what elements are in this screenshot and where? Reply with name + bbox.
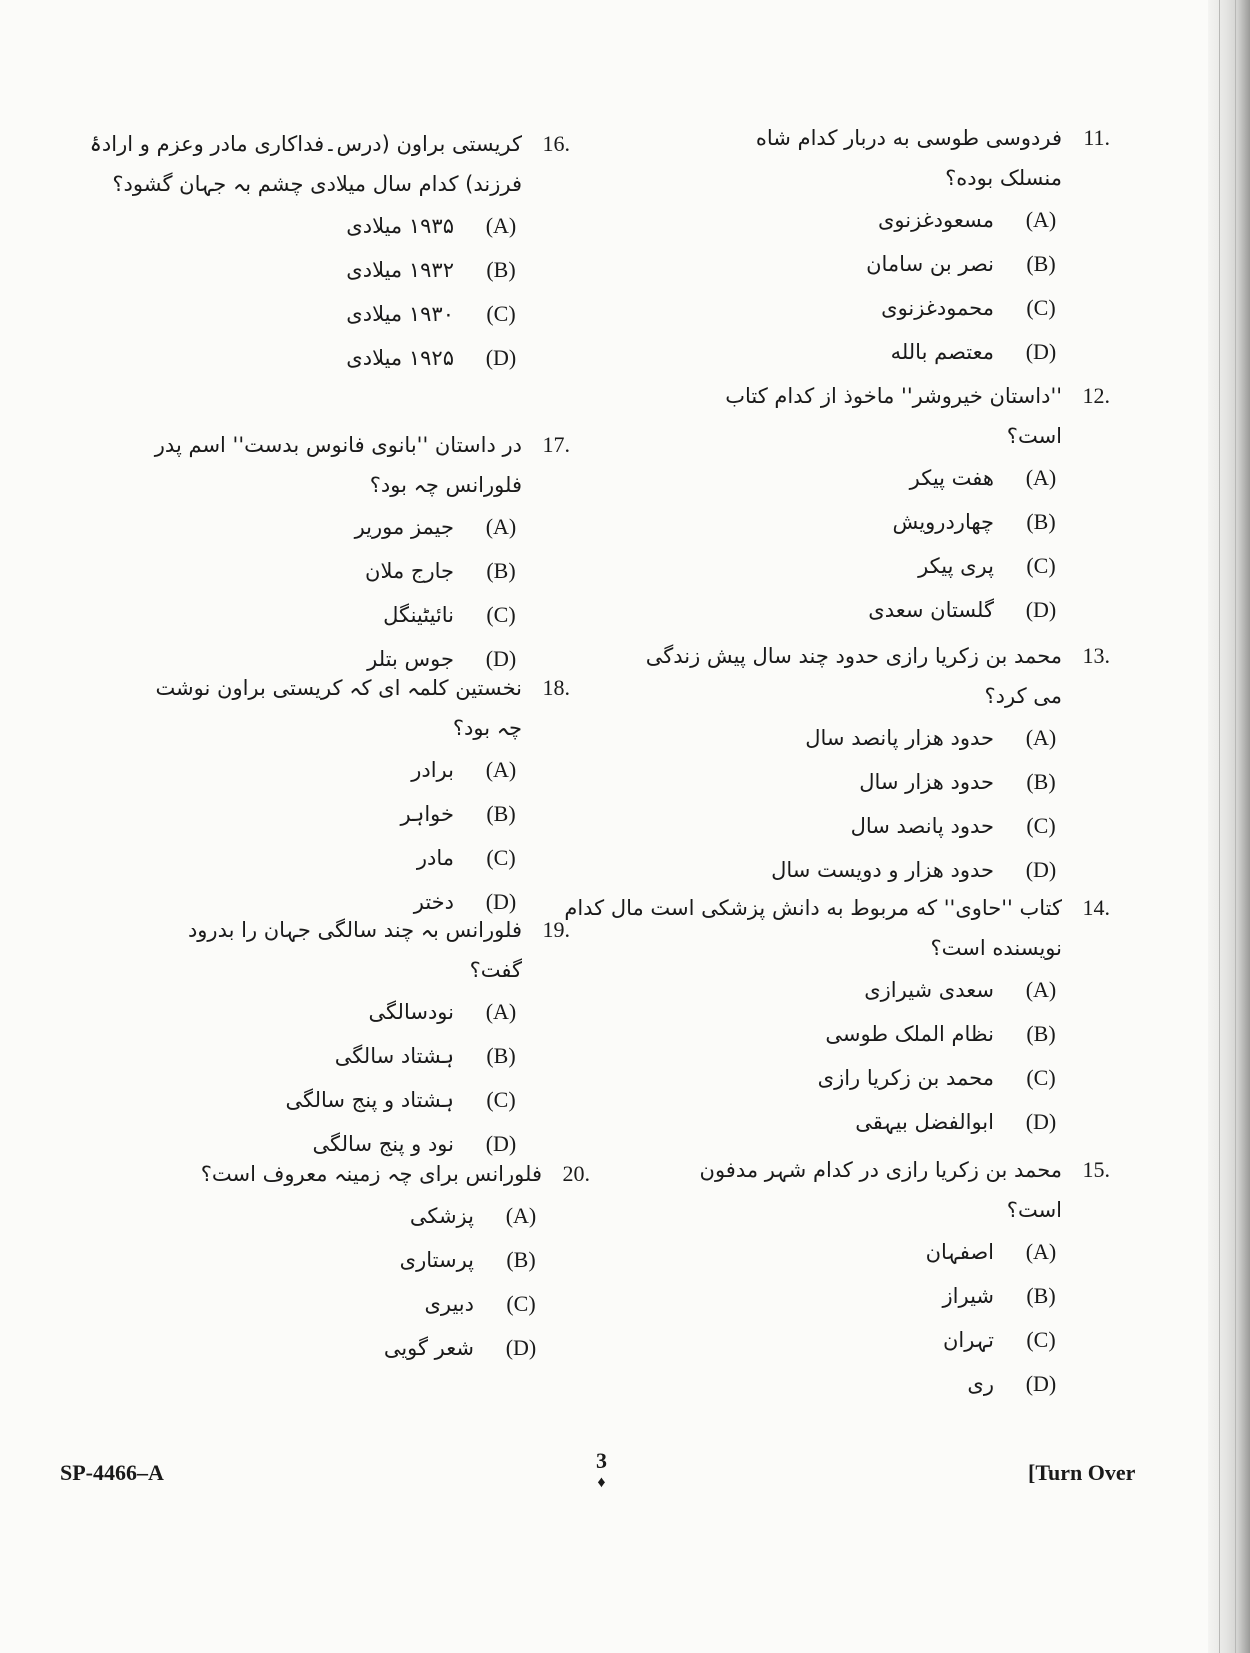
option-text: حدود هزار پانصد سال <box>805 726 994 750</box>
option-text: محمودغزنوی <box>881 296 994 320</box>
option-text: پرستاری <box>399 1248 474 1272</box>
option-a[interactable] <box>150 990 520 1034</box>
option-b[interactable] <box>550 1012 1060 1056</box>
option-text: ۱۹۳۲ میلادی <box>346 258 454 282</box>
option-text: ۱۹۲۵ میلادی <box>346 346 454 370</box>
option-text: حدود هزار و دویست سال <box>771 858 994 882</box>
options-list <box>690 198 1060 374</box>
option-letter: (A) <box>485 999 517 1024</box>
option-d[interactable] <box>690 1362 1060 1406</box>
option-c[interactable] <box>690 1318 1060 1362</box>
option-letter: (A) <box>1025 207 1057 232</box>
option-letter: (D) <box>505 1335 537 1360</box>
option-text: پزشکی <box>409 1204 474 1228</box>
diamond-icon: ♦ <box>597 1474 606 1491</box>
question-17 <box>110 425 570 681</box>
option-text: جارج ملان <box>365 559 454 583</box>
option-text: مسعودغزنوی <box>877 208 994 232</box>
option-letter: (B) <box>486 558 516 583</box>
option-letter: (B) <box>486 801 516 826</box>
page-number-block <box>596 1450 607 1494</box>
options-list <box>630 716 1060 892</box>
option-text: نودسالگی <box>368 1000 454 1024</box>
option-c[interactable] <box>70 292 520 336</box>
option-text: جوس بتلر <box>367 647 454 671</box>
option-c[interactable] <box>130 836 520 880</box>
question-number: 11. <box>1083 125 1110 150</box>
option-letter: (D) <box>485 345 517 370</box>
paper-code: SP-4466–A <box>60 1460 164 1485</box>
option-letter: (D) <box>485 889 517 914</box>
option-text: ابوالفضل بیہقی <box>855 1110 994 1134</box>
option-a[interactable] <box>690 456 1060 500</box>
question-number: 12. <box>1082 383 1110 408</box>
question-number: 20. <box>562 1161 590 1186</box>
question-text: ''داستان خیروشر'' ماخوذ از کدام کتاب است؟ <box>725 384 1062 448</box>
option-a[interactable] <box>110 505 520 549</box>
option-text: شعر گویی <box>383 1336 474 1360</box>
option-letter: (C) <box>1026 1065 1056 1090</box>
question-11 <box>690 118 1110 374</box>
option-c[interactable] <box>170 1282 540 1326</box>
option-text: برادر <box>411 758 454 782</box>
option-a[interactable] <box>690 198 1060 242</box>
option-text: دبیری <box>424 1292 474 1316</box>
option-c[interactable] <box>690 286 1060 330</box>
option-text: ۱۹۳۰ میلادی <box>346 302 454 326</box>
option-text: شیراز <box>942 1284 994 1308</box>
question-number: 17. <box>542 432 570 457</box>
option-letter: (C) <box>486 845 516 870</box>
option-letter: (A) <box>1025 977 1057 1002</box>
option-letter: (C) <box>486 602 516 627</box>
question-number: 15. <box>1082 1157 1110 1182</box>
option-letter: (B) <box>1026 509 1056 534</box>
page-number: 3 <box>596 1448 607 1473</box>
question-20 <box>170 1154 590 1370</box>
question-number: 13. <box>1082 643 1110 668</box>
option-a[interactable] <box>170 1194 540 1238</box>
option-c[interactable] <box>110 593 520 637</box>
option-text: خواہر <box>400 802 454 826</box>
question-number: 18. <box>542 675 570 700</box>
option-letter: (A) <box>485 213 517 238</box>
question-text: نخستین کلمہ ای کہ کریستی براون نوشت چہ بود؟ <box>155 676 522 740</box>
options-list <box>150 990 520 1166</box>
option-b[interactable] <box>690 500 1060 544</box>
option-letter: (C) <box>1026 295 1056 320</box>
option-text: معتصم بالله <box>890 340 994 364</box>
option-c[interactable] <box>630 804 1060 848</box>
option-b[interactable] <box>110 549 520 593</box>
option-b[interactable] <box>150 1034 520 1078</box>
question-text: کریستی براون (درس۔فداکاری مادر وعزم و ارادۂ فرزند) کدام سال میلادی چشم بہ جہان گشود؟ <box>89 132 522 196</box>
option-c[interactable] <box>150 1078 520 1122</box>
question-text: کتاب ''حاوی'' که مربوط به دانش پزشکی است مال کدام نویسنده است؟ <box>564 896 1062 960</box>
question-text: محمد بن زکریا رازی حدود چند سال پیش زندگی می کرد؟ <box>645 644 1062 708</box>
option-letter: (D) <box>1025 1109 1057 1134</box>
option-a[interactable] <box>690 1230 1060 1274</box>
option-text: ۱۹۳۵ میلادی <box>346 214 454 238</box>
question-text: فلورانس برای چہ زمینہ معروف است؟ <box>200 1162 542 1186</box>
option-text: ہشتاد و پنج سالگی <box>285 1088 454 1112</box>
option-letter: (A) <box>485 757 517 782</box>
option-text: چهاردرویش <box>892 510 994 534</box>
option-letter: (C) <box>1026 553 1056 578</box>
option-letter: (D) <box>1025 1371 1057 1396</box>
option-letter: (D) <box>1025 857 1057 882</box>
option-text: محمد بن زکریا رازی <box>817 1066 994 1090</box>
option-text: نود و پنج سالگی <box>312 1132 454 1156</box>
option-text: نصر بن سامان <box>866 252 994 276</box>
option-a[interactable] <box>550 968 1060 1012</box>
option-c[interactable] <box>690 544 1060 588</box>
option-text: تہران <box>943 1328 994 1352</box>
option-d[interactable] <box>690 588 1060 632</box>
option-text: حدود هزار سال <box>859 770 994 794</box>
question-15 <box>690 1150 1110 1406</box>
option-letter: (C) <box>486 301 516 326</box>
option-c[interactable] <box>550 1056 1060 1100</box>
option-letter: (B) <box>1026 769 1056 794</box>
options-list <box>130 748 520 924</box>
option-letter: (D) <box>485 646 517 671</box>
question-14 <box>550 888 1110 1144</box>
option-letter: (C) <box>1026 813 1056 838</box>
option-text: نائیٹینگل <box>383 603 454 627</box>
option-letter: (B) <box>1026 1021 1056 1046</box>
option-a[interactable] <box>70 204 520 248</box>
option-letter: (B) <box>1026 1283 1056 1308</box>
option-b[interactable] <box>130 792 520 836</box>
option-letter: (B) <box>1026 251 1056 276</box>
option-letter: (B) <box>506 1247 536 1272</box>
question-number: 16. <box>542 131 570 156</box>
option-letter: (D) <box>485 1131 517 1156</box>
question-text: فردوسی طوسی به دربار کدام شاه منسلک بوده؟ <box>755 126 1062 190</box>
option-a[interactable] <box>630 716 1060 760</box>
question-18 <box>130 668 570 924</box>
option-text: دختر <box>413 890 454 914</box>
option-letter: (A) <box>485 514 517 539</box>
option-b[interactable] <box>630 760 1060 804</box>
option-b[interactable] <box>690 1274 1060 1318</box>
options-list <box>690 456 1060 632</box>
question-text: فلورانس بہ چند سالگی جہان را بدرود گفت؟ <box>187 918 522 982</box>
option-letter: (A) <box>1025 725 1057 750</box>
option-text: هفت پیکر <box>909 466 994 490</box>
option-text: حدود پانصد سال <box>850 814 994 838</box>
option-d[interactable] <box>690 330 1060 374</box>
option-text: نظام الملک طوسی <box>825 1022 994 1046</box>
option-letter: (D) <box>1025 339 1057 364</box>
page-edge-line <box>1219 0 1220 1653</box>
option-letter: (C) <box>506 1291 536 1316</box>
option-letter: (D) <box>1025 597 1057 622</box>
option-text: سعدی شیرازی <box>864 978 994 1002</box>
options-list <box>550 968 1060 1144</box>
option-letter: (A) <box>1025 1239 1057 1264</box>
options-list <box>690 1230 1060 1406</box>
option-d[interactable] <box>170 1326 540 1370</box>
option-text: جیمز موریر <box>354 515 454 539</box>
option-text: مادر <box>416 846 454 870</box>
question-13 <box>630 636 1110 892</box>
option-text: ہشتاد سالگی <box>334 1044 454 1068</box>
option-b[interactable] <box>690 242 1060 286</box>
option-letter: (C) <box>486 1087 516 1112</box>
turn-over-label: [Turn Over <box>1028 1460 1136 1485</box>
option-letter: (B) <box>486 1043 516 1068</box>
question-12 <box>690 376 1110 632</box>
question-16 <box>70 124 570 380</box>
option-letter: (B) <box>486 257 516 282</box>
option-text: اصفہان <box>925 1240 994 1264</box>
question-number: 14. <box>1082 895 1110 920</box>
options-list <box>170 1194 540 1370</box>
option-letter: (A) <box>505 1203 537 1228</box>
question-number: 19. <box>542 917 570 942</box>
option-b[interactable] <box>170 1238 540 1282</box>
question-19 <box>150 910 570 1166</box>
page-edge-line <box>1235 0 1236 1653</box>
option-text: پری پیکر <box>918 554 994 578</box>
options-list <box>70 204 520 380</box>
options-list <box>110 505 520 681</box>
option-b[interactable] <box>70 248 520 292</box>
option-d[interactable] <box>550 1100 1060 1144</box>
question-text: در داستان ''بانوی فانوس بدست'' اسم پدر فلورانس چہ بود؟ <box>154 433 522 497</box>
option-text: گلستان سعدی <box>868 598 994 622</box>
option-d[interactable] <box>70 336 520 380</box>
option-letter: (C) <box>1026 1327 1056 1352</box>
option-a[interactable] <box>130 748 520 792</box>
page-edge-shadow <box>1208 0 1250 1653</box>
option-text: ری <box>967 1372 994 1396</box>
option-letter: (A) <box>1025 465 1057 490</box>
question-text: محمد بن زکریا رازی در کدام شہر مدفون است؟ <box>699 1158 1062 1222</box>
option-d[interactable] <box>630 848 1060 892</box>
